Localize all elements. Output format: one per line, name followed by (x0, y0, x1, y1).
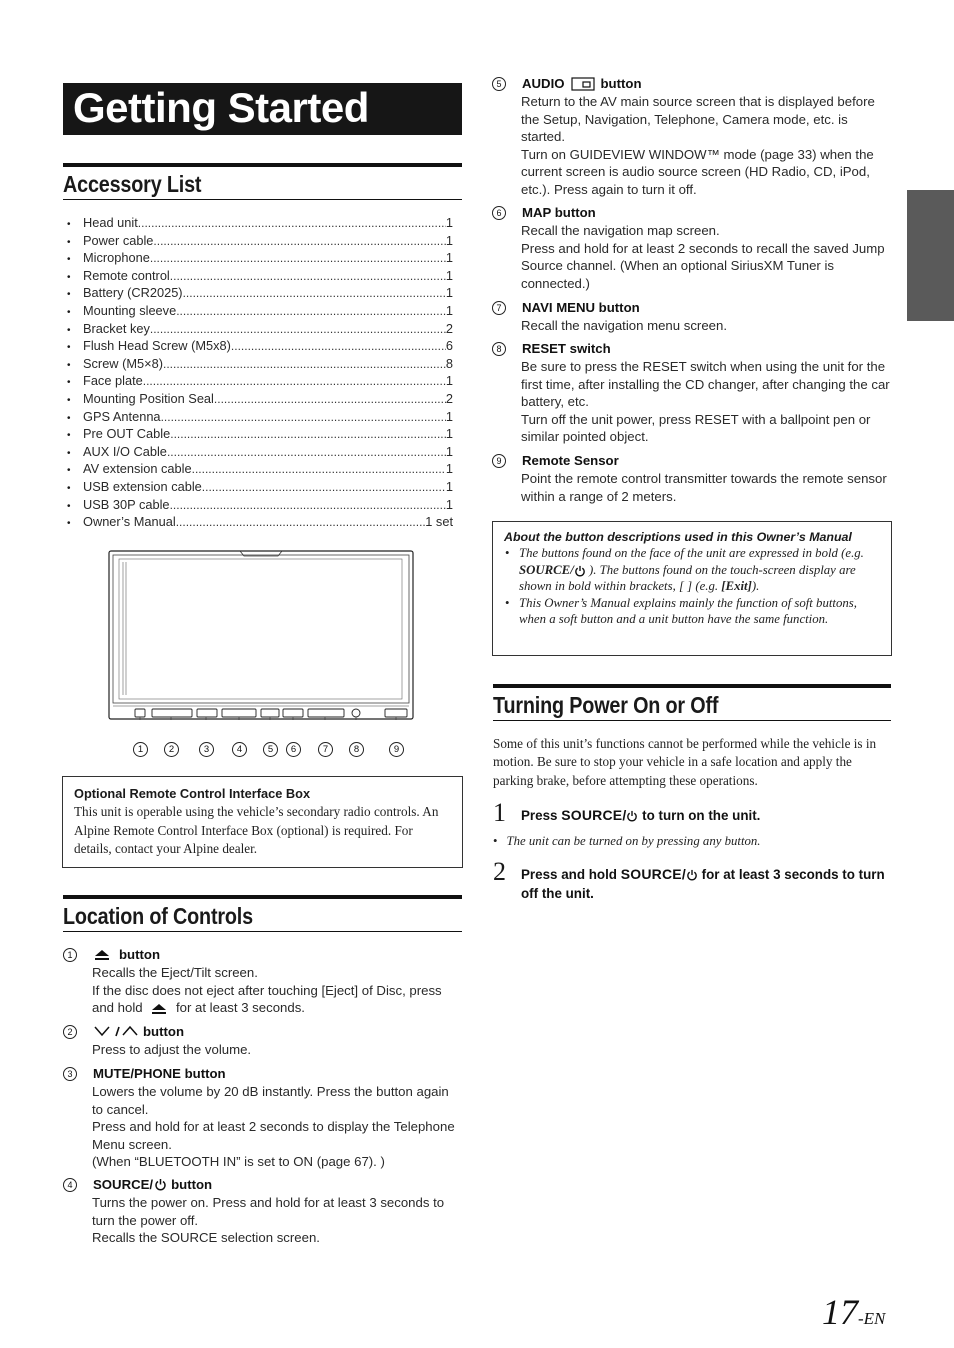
accessory-name: Power cable (83, 232, 154, 248)
control-number: 8 (492, 342, 506, 356)
control-desc: (When “BLUETOOTH IN” is set to ON (page 67). ) (92, 1154, 385, 1170)
control-number: 7 (492, 301, 506, 315)
device-callouts (108, 742, 414, 760)
control-desc: Recalls the Eject/Tilt screen. (92, 965, 258, 980)
section-side-tab (907, 190, 954, 321)
accessory-qty: 1 (445, 267, 453, 283)
accessory-name: Flush Head Screw (M5x8) (83, 338, 231, 354)
control-5-audio (492, 74, 892, 199)
page-number: 17-EN (822, 1292, 886, 1332)
eject-icon (93, 949, 111, 961)
eject-icon (150, 1003, 168, 1015)
accessory-name: Owner’s Manual (83, 514, 176, 530)
accessory-name: GPS Antenna (83, 408, 161, 424)
control-label: AUDIO (522, 75, 565, 91)
accessory-name: Screw (M5×8) (83, 355, 163, 371)
callout-number: 5 (263, 742, 278, 757)
control-label: RESET switch (522, 340, 611, 356)
callout-number: 4 (232, 742, 247, 757)
head-unit-illustration (108, 550, 414, 720)
accessory-qty: 1 (445, 215, 453, 230)
accessory-name: Battery (CR2025) (83, 285, 183, 301)
accessory-item: • Mounting sleeve ..... 1 (63, 302, 453, 320)
accessory-item: • Mounting Position Seal ..... 2 (63, 390, 453, 408)
accessory-qty: 1 set (425, 514, 453, 530)
control-6-map (492, 203, 892, 292)
control-number: 1 (63, 948, 77, 962)
accessory-qty: 1 (445, 496, 453, 512)
control-label: button (119, 946, 161, 962)
step-number: 2 (493, 857, 506, 886)
control-9-remote-sensor (492, 451, 892, 505)
audio-window-icon (571, 77, 595, 91)
control-label: button (143, 1023, 185, 1039)
step-1: 1 Press SOURCE/ to turn on the unit. (493, 798, 761, 827)
accessory-item: • USB extension cable ..... 1 (63, 478, 453, 496)
control-1-eject (63, 945, 463, 1017)
callout-number: 7 (318, 742, 333, 757)
callout-number: 1 (133, 742, 148, 757)
power-icon (154, 1178, 167, 1191)
accessory-item: • Face plate ..... 1 (63, 372, 453, 390)
accessory-qty: 1 (445, 426, 453, 442)
power-icon (626, 810, 638, 822)
accessory-name: Mounting sleeve (83, 302, 177, 318)
page-title-bar (63, 83, 462, 135)
accessory-name: Microphone (83, 250, 150, 266)
control-label: MUTE/PHONE button (93, 1065, 226, 1081)
step-1-note: • The unit can be turned on by pressing any button. (493, 834, 761, 848)
control-desc: Press and hold for at least 2 seconds to recall the saved Jump Source channel. (When an optional SiriusXM Tuner is connected.) (521, 240, 885, 291)
control-desc: Turns the power on. Press and hold for at least 3 seconds to turn the power off. (92, 1195, 445, 1228)
page-title: Getting Started (73, 84, 369, 131)
turning-power-heading-text: Turning Power On or Off (493, 692, 719, 718)
accessory-name: Remote control (83, 267, 170, 283)
accessory-name: USB 30P cable (83, 496, 170, 512)
control-desc: for at least 3 seconds. (175, 1000, 305, 1016)
control-desc: Be sure to press the RESET switch when using the unit for the first time, after installing the CD changer, after changing the car battery, etc. (521, 359, 890, 410)
accessory-qty: 8 (445, 355, 453, 371)
accessory-qty: 1 (445, 302, 453, 318)
remote-interface-box (62, 776, 463, 868)
accessory-item: • AUX I/O Cable ..... 1 (63, 443, 453, 461)
control-2-volume (63, 1022, 463, 1059)
accessory-qty: 1 (445, 250, 453, 266)
control-7-navi-menu (492, 298, 892, 335)
control-desc: If the disc does not eject after touching [Eject] of Disc, press and hold (92, 982, 442, 1016)
control-label: button (171, 1176, 213, 1192)
accessory-qty: 1 (445, 232, 453, 248)
accessory-qty: 1 (445, 478, 453, 494)
control-number: 9 (492, 454, 506, 468)
accessory-item: • Power cable ..... 1 (63, 232, 453, 250)
control-number: 5 (492, 77, 506, 91)
turning-power-intro: Some of this unit’s functions cannot be performed while the vehicle is in motion. Be sure to stop your vehicle in a safe location and apply the parking brake, before attempting these operations. (493, 736, 877, 788)
control-desc: Recall the navigation menu screen. (521, 318, 727, 333)
accessory-item: • Flush Head Screw (M5x8) ..... 6 (63, 337, 453, 355)
control-8-reset (492, 339, 892, 446)
control-number: 6 (492, 206, 506, 220)
accessory-name: Mounting Position Seal (83, 390, 214, 406)
accessory-qty: 1 (445, 461, 453, 477)
accessory-item: • Battery (CR2025) ..... 1 (63, 284, 453, 302)
note-box-title: About the button descriptions used in this Owner’s Manual (504, 530, 852, 544)
step-number: 1 (493, 798, 506, 827)
accessory-name: Head unit (83, 215, 138, 230)
accessory-name: Bracket key (83, 320, 150, 336)
accessory-qty: 1 (445, 408, 453, 424)
accessory-name: AV extension cable (83, 461, 192, 477)
note-bullet-2: • This Owner’s Manual explains mainly the function of soft buttons, when a soft button and a unit button have the same function. (504, 595, 880, 628)
accessory-item: • Bracket key ..... 2 (63, 320, 453, 338)
accessory-qty: 1 (445, 373, 453, 389)
accessory-list-heading (63, 163, 462, 200)
control-desc: Press and hold for at least 2 seconds to display the Telephone Menu screen. (92, 1119, 455, 1152)
accessory-list-heading-text: Accessory List (63, 171, 202, 197)
remote-interface-box-title: Optional Remote Control Interface Box (74, 786, 311, 801)
control-desc: Point the remote control transmitter towards the remote sensor within a range of 2 meters. (521, 471, 887, 504)
control-label: SOURCE/ (93, 1176, 154, 1192)
accessory-qty: 2 (445, 320, 453, 336)
power-icon (574, 565, 586, 577)
control-desc: Turn on GUIDEVIEW WINDOW™ mode (page 33) when the current screen is audio source screen (HD Radio, CD, iPod, etc.). Press again to turn it off. (521, 146, 874, 197)
control-number: 2 (63, 1025, 77, 1039)
control-desc: Recall the navigation map screen. (521, 223, 720, 238)
control-label: Remote Sensor (522, 452, 619, 468)
accessory-item: • Pre OUT Cable ..... 1 (63, 425, 453, 443)
volume-down-up-icon (93, 1025, 139, 1038)
accessory-qty: 1 (445, 285, 453, 301)
accessory-name: Face plate (83, 373, 143, 389)
control-desc: Press to adjust the volume. (92, 1042, 252, 1057)
accessory-item: • USB 30P cable ..... 1 (63, 496, 453, 514)
control-label: button (600, 75, 642, 91)
accessory-item: • GPS Antenna ..... 1 (63, 408, 453, 426)
step-2: 2 Press and hold SOURCE/ for at least 3 seconds to turn off the unit. (493, 857, 885, 901)
accessory-name: USB extension cable (83, 478, 202, 494)
control-desc: Recalls the SOURCE selection screen. (92, 1230, 320, 1246)
accessory-list (63, 214, 453, 531)
accessory-qty: 6 (445, 338, 453, 354)
callout-number: 8 (349, 742, 364, 757)
control-3-mute-phone (63, 1064, 463, 1171)
control-4-source (63, 1175, 463, 1247)
control-desc: Return to the AV main source screen that is displayed before the Setup, Navigation, Telephone, Camera mode, etc. is started. (521, 94, 875, 145)
callout-number: 3 (199, 742, 214, 757)
callout-number: 6 (286, 742, 301, 757)
accessory-qty: 2 (445, 390, 453, 406)
remote-interface-box-text: This unit is operable using the vehicle’s secondary radio controls. An Alpine Remote Control Interface Box (optional) is required. For details, contact your Alpine dealer. (74, 804, 439, 856)
accessory-name: AUX I/O Cable (83, 443, 167, 459)
control-label: MAP button (522, 204, 596, 220)
accessory-name: Pre OUT Cable (83, 426, 171, 442)
accessory-item: • Head unit ..... 1 (63, 214, 453, 232)
turning-power-heading (493, 684, 891, 721)
control-number: 3 (63, 1067, 77, 1081)
button-description-note-box (492, 521, 892, 656)
note-bullet-1: • The buttons found on the face of the unit are expressed in bold (e.g. SOURCE/ ). The buttons found on the touch-screen display are shown in bold within brackets, [ ] (e.g. [Exit]). (504, 545, 880, 595)
callout-number: 2 (164, 742, 179, 757)
accessory-item: • Microphone ..... 1 (63, 249, 453, 267)
accessory-qty: 1 (445, 443, 453, 459)
control-desc: Turn off the unit power, press RESET with a ballpoint pen or similar pointed object. (521, 411, 871, 445)
accessory-item: • Remote control ..... 1 (63, 267, 453, 285)
accessory-item: • Screw (M5×8) ..... 8 (63, 355, 453, 373)
control-label: NAVI MENU button (522, 299, 640, 315)
callout-number: 9 (389, 742, 404, 757)
location-controls-heading (63, 895, 462, 932)
accessory-item: • Owner’s Manual ..... 1 set (63, 513, 453, 531)
location-controls-heading-text: Location of Controls (63, 903, 253, 929)
accessory-item: • AV extension cable ..... 1 (63, 460, 453, 478)
control-desc: Lowers the volume by 20 dB instantly. Press the button again to cancel. (92, 1084, 449, 1117)
control-number: 4 (63, 1178, 77, 1192)
power-icon (686, 869, 698, 881)
